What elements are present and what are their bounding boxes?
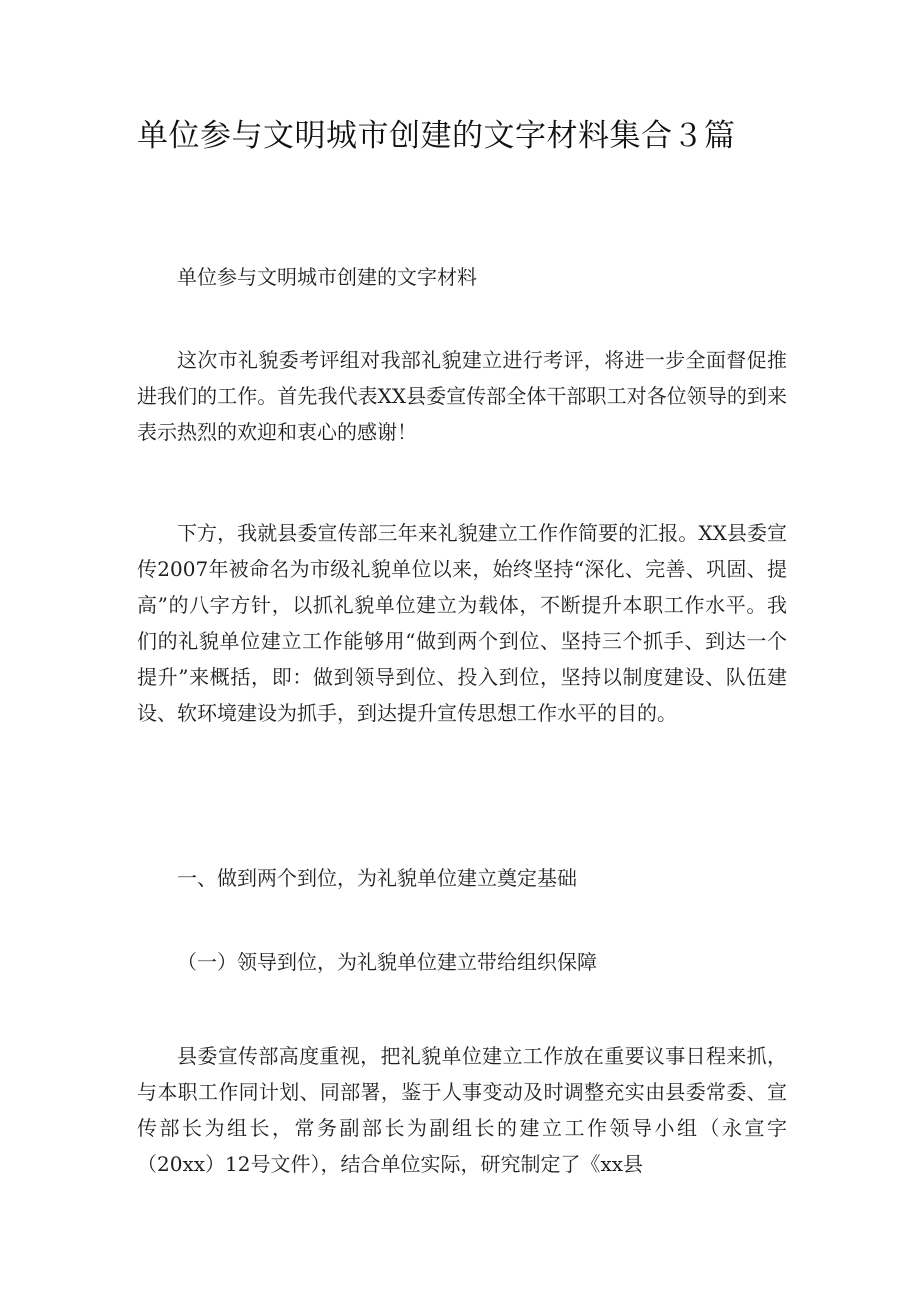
document-subtitle: 单位参与文明城市创建的文字材料 bbox=[177, 265, 477, 289]
paragraph-welcome: 这次市礼貌委考评组对我部礼貌建立进行考评，将进一步全面督促推进我们的工作。首先我代表XX县委宣传部全体干部职工对各位领导的到来表示热烈的欢迎和衷心的感谢！ bbox=[137, 348, 787, 444]
section-heading-1: 一、做到两个到位，为礼貌单位建立奠定基础 bbox=[177, 866, 577, 890]
paragraph-leadership: 县委宣传部高度重视，把礼貌单位建立工作放在重要议事日程来抓，与本职工作同计划、同部署，鉴于人事变动及时调整充实由县委常委、宣传部长为组长，常务副部长为副组长的建立工作领导小组（永宣字（20xx）12号文件），结合单位实际，研究制定了《xx县 bbox=[137, 1044, 787, 1176]
paragraph-summary: 下方，我就县委宣传部三年来礼貌建立工作作简要的汇报。XX县委宣传2007年被命名为市级礼貌单位以来，始终坚持“深化、完善、巩固、提高”的八字方针，以抓礼貌单位建立为载体，不断提升本职工作水平。我们的礼貌单位建立工作能够用“做到两个到位、坚持三个抓手、到达一个提升”来概括，即：做到领导到位、投入到位，坚持以制度建设、队伍建设、软环境建设为抓手，到达提升宣传思想工作水平的目的。 bbox=[137, 521, 787, 725]
section-heading-2: （一）领导到位，为礼貌单位建立带给组织保障 bbox=[177, 950, 597, 974]
document-title: 单位参与文明城市创建的文字材料集合３篇 bbox=[137, 118, 736, 154]
